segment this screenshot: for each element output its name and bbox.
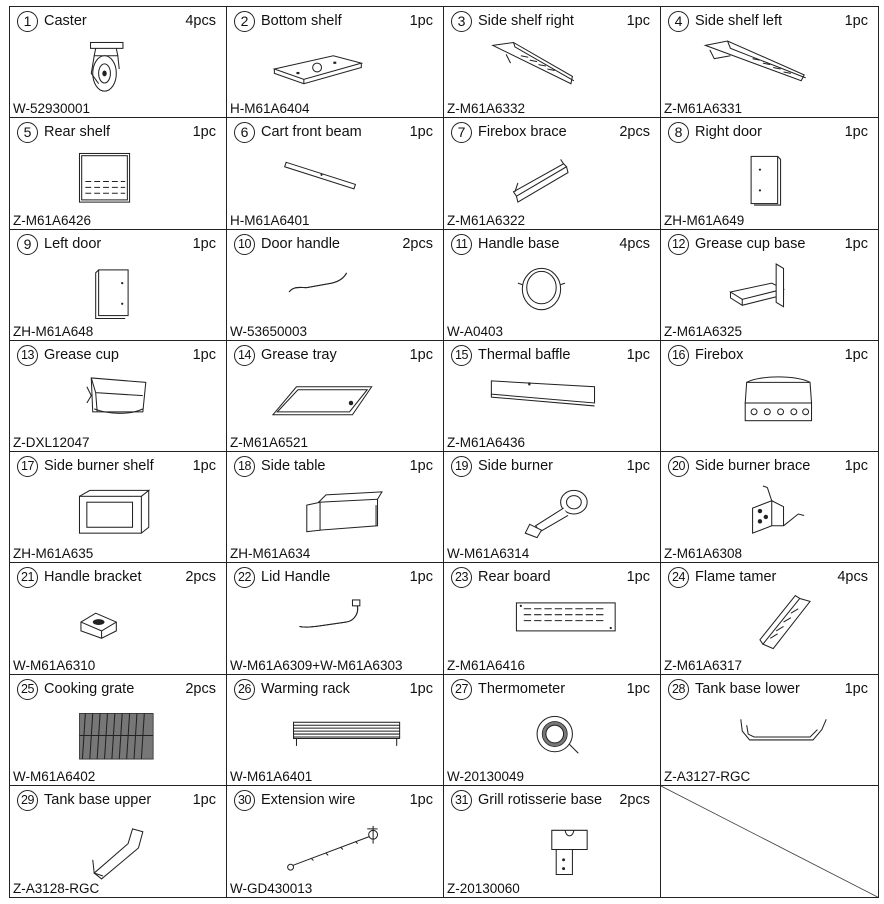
side-table-icon: [267, 478, 407, 550]
part-code: Z-M61A6325: [664, 323, 743, 339]
part-quantity: 2pcs: [402, 235, 433, 252]
part-quantity: 1pc: [844, 680, 868, 697]
part-code: H-M61A6401: [230, 212, 310, 228]
part-code: Z-M61A6521: [230, 435, 309, 450]
part-name: Tank base lower: [695, 680, 800, 697]
part-code: W-M61A6310: [13, 657, 96, 673]
part-number: 30: [234, 790, 255, 811]
part-name: Handle base: [478, 235, 560, 252]
part-name: Caster: [44, 13, 87, 29]
part-cell: [661, 675, 878, 786]
part-cell: [10, 230, 227, 341]
grease-cup-icon: [50, 367, 190, 439]
part-quantity: 1pc: [192, 458, 216, 474]
firebox-brace-icon: [484, 144, 624, 216]
part-code: Z-20130060: [447, 881, 520, 896]
part-cell: [10, 7, 227, 118]
side-burner-brace-icon: [701, 478, 841, 550]
part-quantity: 1pc: [626, 680, 650, 697]
part-number: 15: [451, 345, 472, 366]
part-cell: [227, 118, 444, 229]
part-code: Z-M61A6332: [447, 101, 526, 117]
part-number: 2: [234, 11, 255, 32]
part-quantity: 1pc: [409, 569, 433, 586]
part-name: Side shelf left: [695, 13, 783, 29]
handle-base-icon: [484, 256, 624, 328]
part-number: 19: [451, 456, 472, 477]
part-code: Z-M61A6331: [664, 101, 743, 117]
part-number: 28: [668, 679, 689, 700]
part-cell: [444, 675, 661, 786]
part-quantity: 1pc: [192, 235, 216, 252]
part-name: Cart front beam: [261, 124, 362, 141]
part-number: 8: [668, 122, 689, 143]
part-name: Side burner shelf: [44, 458, 154, 474]
tank-base-upper-icon: [50, 812, 190, 884]
part-quantity: 1pc: [409, 346, 433, 363]
part-code: Z-M61A6426: [13, 212, 92, 228]
part-name: Thermometer: [478, 680, 566, 697]
side-burner-shelf-icon: [50, 478, 190, 550]
side-shelf-left-icon: [701, 33, 841, 105]
part-code: Z-DXL12047: [13, 435, 90, 450]
part-quantity: 1pc: [192, 346, 216, 363]
part-code: Z-M61A6416: [447, 657, 526, 673]
part-code: W-53650003: [230, 323, 308, 339]
tank-base-lower-icon: [701, 701, 841, 773]
part-code: W-20130049: [447, 768, 525, 784]
part-code: W-52930001: [13, 101, 91, 117]
part-name: Door handle: [261, 235, 340, 252]
handle-bracket-icon: [50, 589, 190, 661]
part-number: 7: [451, 122, 472, 143]
part-cell: [10, 452, 227, 563]
grease-cup-base-icon: [701, 256, 841, 328]
thermal-baffle-icon: [484, 367, 624, 439]
part-number: 9: [17, 234, 38, 255]
lid-handle-icon: [267, 589, 407, 661]
part-quantity: 4pcs: [185, 13, 216, 29]
part-quantity: 2pcs: [619, 791, 650, 808]
part-number: 22: [234, 567, 255, 588]
part-number: 14: [234, 345, 255, 366]
part-quantity: 1pc: [626, 13, 650, 29]
part-number: 6: [234, 122, 255, 143]
part-quantity: 1pc: [192, 791, 216, 808]
part-code: H-M61A6404: [230, 101, 310, 117]
rotisserie-base-icon: [484, 812, 624, 884]
part-code: Z-M61A6322: [447, 212, 526, 228]
part-cell: [10, 118, 227, 229]
part-number: 26: [234, 679, 255, 700]
part-cell: [227, 452, 444, 563]
part-number: 12: [668, 234, 689, 255]
right-door-icon: [701, 144, 841, 216]
part-name: Side shelf right: [478, 13, 574, 29]
part-quantity: 1pc: [844, 13, 868, 29]
parts-list-table: [9, 6, 879, 898]
part-name: Right door: [695, 124, 762, 141]
side-shelf-right-icon: [484, 33, 624, 105]
part-quantity: 1pc: [844, 124, 868, 141]
part-cell: [227, 230, 444, 341]
part-cell: [661, 7, 878, 118]
part-number: 16: [668, 345, 689, 366]
part-cell: [227, 341, 444, 452]
part-quantity: 1pc: [626, 458, 650, 474]
part-name: Side table: [261, 458, 326, 474]
part-name: Grease cup base: [695, 235, 806, 252]
part-cell: [444, 452, 661, 563]
part-quantity: 1pc: [844, 346, 868, 363]
part-cell: [444, 563, 661, 674]
part-quantity: 4pcs: [837, 569, 868, 586]
part-name: Warming rack: [261, 680, 350, 697]
part-cell: [661, 341, 878, 452]
part-number: 3: [451, 11, 472, 32]
part-code: W-M61A6401: [230, 768, 313, 784]
part-cell: [661, 563, 878, 674]
part-number: 18: [234, 456, 255, 477]
part-number: 25: [17, 679, 38, 700]
part-quantity: 2pcs: [619, 124, 650, 141]
part-quantity: 1pc: [409, 13, 433, 29]
part-quantity: 1pc: [409, 458, 433, 474]
part-cell: [444, 230, 661, 341]
part-name: Rear board: [478, 569, 551, 586]
extension-wire-icon: [267, 812, 407, 884]
part-name: Tank base upper: [44, 791, 152, 808]
part-name: Grill rotisserie base: [478, 791, 603, 808]
part-number: 29: [17, 790, 38, 811]
caster-icon: [50, 33, 190, 105]
part-name: Side burner brace: [695, 458, 811, 474]
part-code: Z-M61A6436: [447, 435, 526, 450]
part-quantity: 1pc: [844, 458, 868, 474]
part-quantity: 1pc: [409, 124, 433, 141]
bottom-shelf-icon: [267, 33, 407, 105]
part-name: Firebox: [695, 346, 744, 363]
part-cell: [10, 341, 227, 452]
door-handle-icon: [267, 256, 407, 328]
part-cell: [10, 563, 227, 674]
rear-shelf-icon: [50, 144, 190, 216]
firebox-icon: [701, 367, 841, 439]
part-cell: [661, 118, 878, 229]
part-number: 24: [668, 567, 689, 588]
part-quantity: 1pc: [192, 124, 216, 141]
part-number: 4: [668, 11, 689, 32]
grease-tray-icon: [267, 367, 407, 439]
warming-rack-icon: [267, 701, 407, 773]
rear-board-icon: [484, 589, 624, 661]
part-number: 5: [17, 122, 38, 143]
part-number: 11: [451, 234, 472, 255]
part-cell: [10, 675, 227, 786]
part-code: Z-M61A6317: [664, 657, 743, 673]
part-code: Z-M61A6308: [664, 546, 743, 562]
part-code: ZH-M61A634: [230, 546, 311, 562]
part-cell: [444, 786, 661, 897]
cart-front-beam-icon: [267, 144, 407, 216]
part-cell: [444, 118, 661, 229]
part-code: ZH-M61A648: [13, 323, 94, 339]
side-burner-icon: [484, 478, 624, 550]
part-quantity: 1pc: [626, 569, 650, 586]
part-cell: [227, 7, 444, 118]
part-name: Bottom shelf: [261, 13, 342, 29]
part-number: 27: [451, 679, 472, 700]
part-cell: [227, 563, 444, 674]
part-code: W-M61A6314: [447, 546, 530, 562]
part-quantity: 2pcs: [185, 680, 216, 697]
part-code: ZH-M61A649: [664, 212, 745, 228]
part-quantity: 4pcs: [619, 235, 650, 252]
part-code: W-GD430013: [230, 881, 313, 896]
part-cell: [661, 452, 878, 563]
part-number: 17: [17, 456, 38, 477]
part-code: W-M61A6309+W-M61A6303: [230, 657, 403, 673]
part-cell: [227, 786, 444, 897]
part-number: 10: [234, 234, 255, 255]
part-code: Z-A3128-RGC: [13, 881, 100, 896]
part-quantity: 1pc: [409, 680, 433, 697]
part-code: W-M61A6402: [13, 768, 96, 784]
part-name: Flame tamer: [695, 569, 777, 586]
part-name: Lid Handle: [261, 569, 331, 586]
part-cell: [227, 675, 444, 786]
part-name: Handle bracket: [44, 569, 142, 586]
part-code: W-A0403: [447, 323, 504, 339]
part-code: ZH-M61A635: [13, 546, 94, 562]
part-quantity: 2pcs: [185, 569, 216, 586]
part-name: Extension wire: [261, 791, 356, 808]
part-cell: [661, 230, 878, 341]
empty-cell: [661, 786, 878, 897]
part-name: Side burner: [478, 458, 553, 474]
part-name: Rear shelf: [44, 124, 111, 141]
part-name: Grease tray: [261, 346, 337, 363]
part-number: 13: [17, 345, 38, 366]
part-quantity: 1pc: [626, 346, 650, 363]
part-number: 1: [17, 11, 38, 32]
part-cell: [444, 7, 661, 118]
thermometer-icon: [484, 701, 624, 773]
cooking-grate-icon: [50, 701, 190, 773]
part-name: Cooking grate: [44, 680, 135, 697]
part-quantity: 1pc: [844, 235, 868, 252]
left-door-icon: [50, 256, 190, 328]
part-code: Z-A3127-RGC: [664, 768, 751, 784]
part-number: 23: [451, 567, 472, 588]
part-cell: [444, 341, 661, 452]
part-quantity: 1pc: [409, 791, 433, 808]
part-name: Left door: [44, 235, 102, 252]
flame-tamer-icon: [701, 589, 841, 661]
part-number: 31: [451, 790, 472, 811]
part-number: 20: [668, 456, 689, 477]
part-name: Grease cup: [44, 346, 119, 363]
diagonal-line: [661, 786, 878, 897]
part-name: Thermal baffle: [478, 346, 571, 363]
part-cell: [10, 786, 227, 897]
part-number: 21: [17, 567, 38, 588]
part-name: Firebox brace: [478, 124, 567, 141]
